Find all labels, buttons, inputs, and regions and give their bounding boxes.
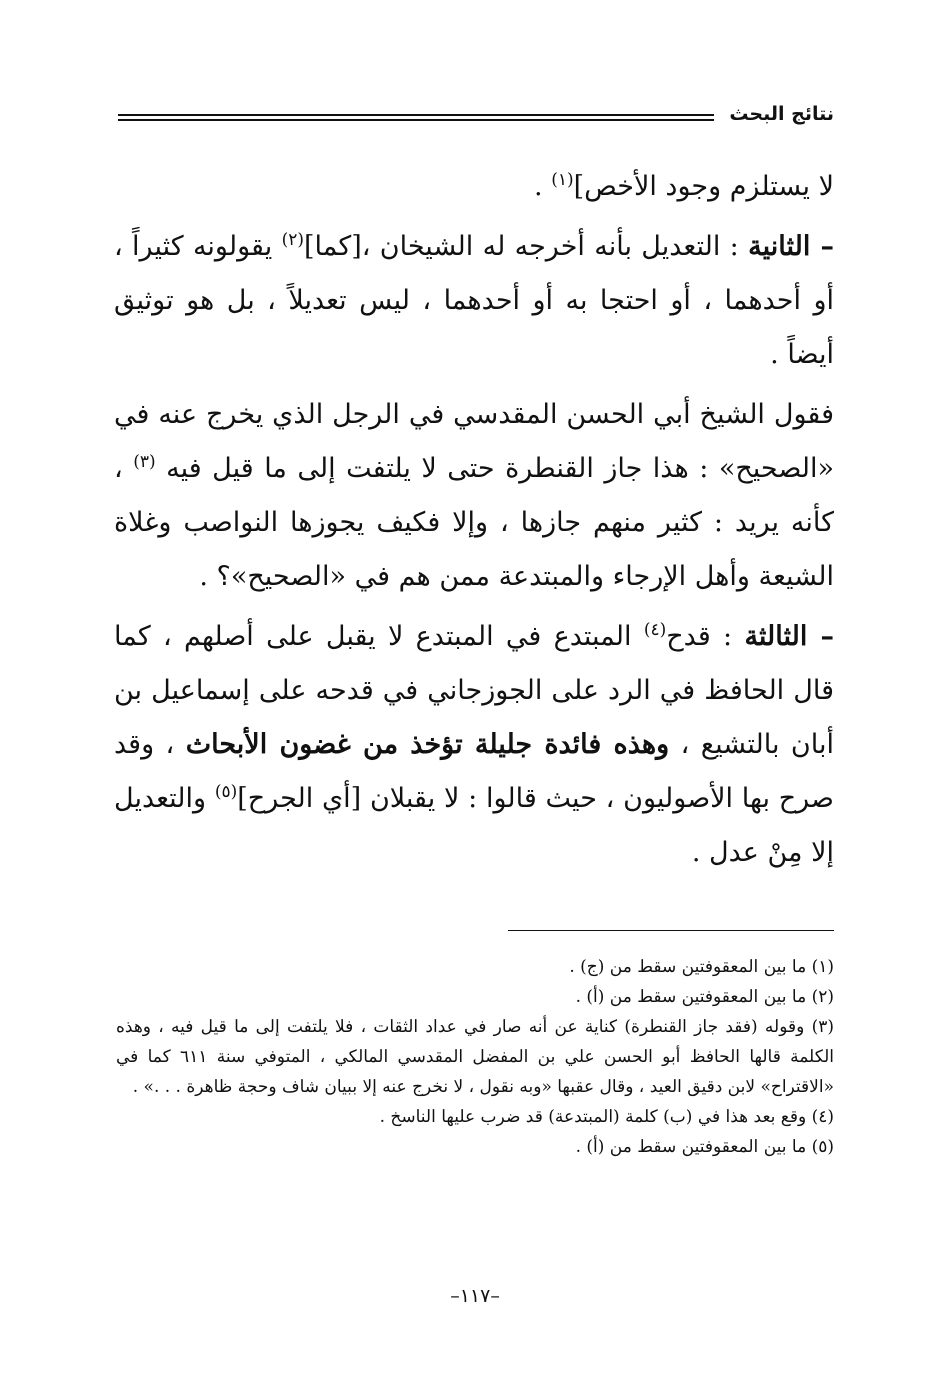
paragraph-3-text: فقول الشيخ أبي الحسن المقدسي في الرجل الذي يخرج عنه في «الصحيح» : هذا جاز القنطرة حتى لا يلتفت إلى ما قيل فيه xyxy=(114,399,835,484)
paragraph-4-text3: ، وقد صرح بها الأصوليون ، حيث قالوا : لا يقبلان [أي الجرح] xyxy=(114,729,834,814)
paragraph-1-text: لا يستلزم وجود الأخص] xyxy=(573,171,834,202)
paragraph-4-text: : قدح xyxy=(666,621,745,652)
footnote-ref-3[interactable]: (٣) xyxy=(133,452,156,472)
footnote-separator xyxy=(508,930,834,931)
paragraph-4-tail: والتعديل إلا مِنْ عدل . xyxy=(114,783,834,868)
header-double-rule xyxy=(118,114,714,121)
footnote-2: (٢) ما بين المعقوفتين سقط من (أ) . xyxy=(575,987,834,1007)
running-title: نتائج البحث xyxy=(729,103,834,125)
paragraph-2-text: : التعديل بأنه أخرجه له الشيخان ،[كما] xyxy=(304,231,749,262)
paragraph-3 xyxy=(114,388,834,604)
footnote-1: (١) ما بين المعقوفتين سقط من (ج) . xyxy=(569,957,834,977)
paragraph-1-tail: . xyxy=(534,171,552,202)
paragraph-4 xyxy=(114,610,834,880)
footnote-3: (٣) وقوله (فقد جاز القنطرة) كناية عن أنه صار في عداد الثقات ، فلا يلتفت إلى ما قيل فيه ، وهذه الكلمة قالها الحافظ أبو الحسن علي بن المفضل المقدسي المالكي ، المتوفي سنة ٦١١ كما في «الاقتراح» لابن دقيق العيد ، وقال عقبها «وبه نقول ، لا نخرج عنه إلا ببيان شاف وحجة ظاهرة . . .» . xyxy=(116,1017,834,1097)
footnote-ref-4[interactable]: (٤) xyxy=(643,620,667,640)
footnote-4: (٤) وقع بعد هذا في (ب) كلمة (المبتدعة) قد ضرب عليها الناسخ . xyxy=(379,1107,834,1127)
page-number: –١١٧– xyxy=(450,1285,500,1307)
paragraph-2 xyxy=(114,220,834,382)
paragraph-4-text2: المبتدع في المبتدع لا يقبل على أصلهم ، كما قال الحافظ في الرد على الجوزجاني في قدحه على إسماعيل بن أبان بالتشيع ، xyxy=(114,621,834,760)
paragraph-3-tail: ، كأنه يريد : كثير منهم جازها ، وإلا فكيف يجوزها النواصب وغلاة الشيعة وأهل الإرجاء والمبتدعة ممن هم في «الصحيح»؟ . xyxy=(114,453,834,592)
paragraph-2-tail: يقولونه كثيراً ، أو أحدهما ، أو احتجا به أو أحدهما ، ليس تعديلاً ، بل هو توثيق أيضاً . xyxy=(114,231,834,370)
paragraph-4-lead: – الثالثة xyxy=(744,621,835,652)
main-text xyxy=(114,160,834,886)
paragraph-2-lead: – الثانية xyxy=(748,231,835,262)
footnote-ref-5[interactable]: (٥) xyxy=(214,782,238,802)
footnote-ref-1[interactable]: (١) xyxy=(551,170,574,190)
footnote-5: (٥) ما بين المعقوفتين سقط من (أ) . xyxy=(575,1137,834,1157)
page-header xyxy=(118,100,834,140)
paragraph-4-bold-phrase: وهذه فائدة جليلة تؤخذ من غضون الأبحاث xyxy=(185,729,670,760)
footnotes xyxy=(116,952,834,1162)
footnote-ref-2[interactable]: (٢) xyxy=(281,230,304,250)
paragraph-1 xyxy=(114,160,834,214)
